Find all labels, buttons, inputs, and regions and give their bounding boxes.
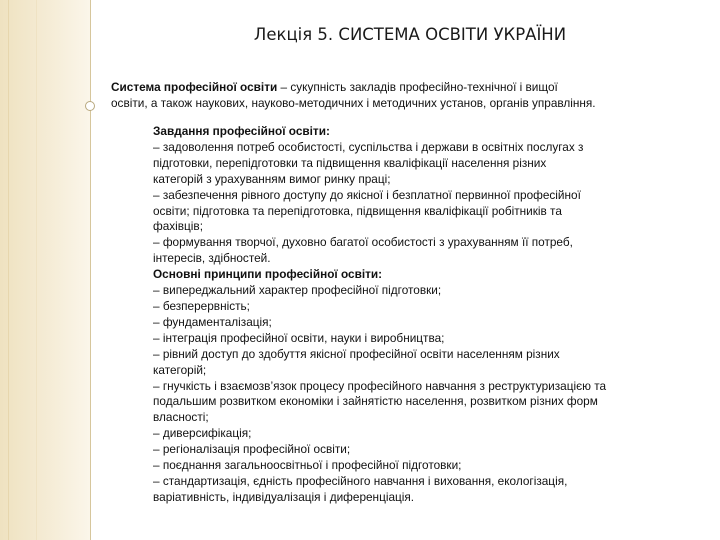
principles-line: – стандартизація, єдність професійного навчання і виховання, екологізація, <box>153 473 568 488</box>
intro-paragraph <box>111 79 703 111</box>
slide-title: Лекція 5. СИСТЕМА ОСВІТИ УКРАЇНИ <box>253 25 567 44</box>
principles-line: – рівний доступ до здобуття якісної професійної освіти населенням різних <box>153 346 560 361</box>
principles-line: подальшим розвитком економіки і зайнятістю населення, розвитком різних форм <box>153 394 598 409</box>
principles-line: – регіоналізація професійної освіти; <box>153 442 351 457</box>
principles-line: категорій; <box>153 362 207 377</box>
tasks-line: – формування творчої, духовно багатої особистості з урахуванням її потреб, <box>153 235 573 250</box>
principles-heading: Основні принципи професійної освіти: <box>153 267 383 282</box>
tasks-line: фахівців; <box>153 219 203 234</box>
tasks-line: – задоволення потреб особистості, суспільства і держави в освітніх послугах з <box>153 139 584 154</box>
tasks-line: інтересів, здібностей. <box>153 251 271 266</box>
principles-line: власності; <box>153 410 209 425</box>
principles-line: – випереджальний характер професійної підготовки; <box>153 283 442 298</box>
side-divider-line <box>90 0 91 540</box>
principles-line: – інтеграція професійної освіти, науки і виробництва; <box>153 330 445 345</box>
tasks-line: категорій з урахуванням вимог ринку праці; <box>153 171 391 186</box>
content-body <box>153 124 703 506</box>
principles-line: – гнучкість і взаємозв’язок процесу професійного навчання з реструктуризацією та <box>153 378 607 393</box>
principles-line: – фундаменталізація; <box>153 314 272 329</box>
intro-definition-start: – сукупність закладів професійно-технічної і вищої <box>277 80 558 94</box>
principles-line: – безперервність; <box>153 298 250 313</box>
tasks-line: – забезпечення рівного доступу до якісної і безплатної первинної професійної <box>153 187 581 202</box>
divider-ring-ornament <box>85 101 95 111</box>
side-decoration-band <box>0 0 90 540</box>
principles-line: – поєднання загальноосвітньої і професійної підготовки; <box>153 458 462 473</box>
intro-line-1 <box>111 79 703 95</box>
intro-term: Система професійної освіти <box>111 80 278 94</box>
intro-line-2: освіти, а також наукових, науково-методичних і методичних установ, органів управління. <box>111 96 596 110</box>
principles-line: – диверсифікація; <box>153 426 252 441</box>
tasks-line: освіти; підготовка та перепідготовка, підвищення кваліфікації робітників та <box>153 203 562 218</box>
principles-line: варіативність, індивідуалізація і диференціація. <box>153 489 415 504</box>
tasks-line: підготовки, перепідготовки та підвищення кваліфікації населення різних <box>153 155 547 170</box>
tasks-heading: Завдання професійної освіти: <box>153 124 330 138</box>
